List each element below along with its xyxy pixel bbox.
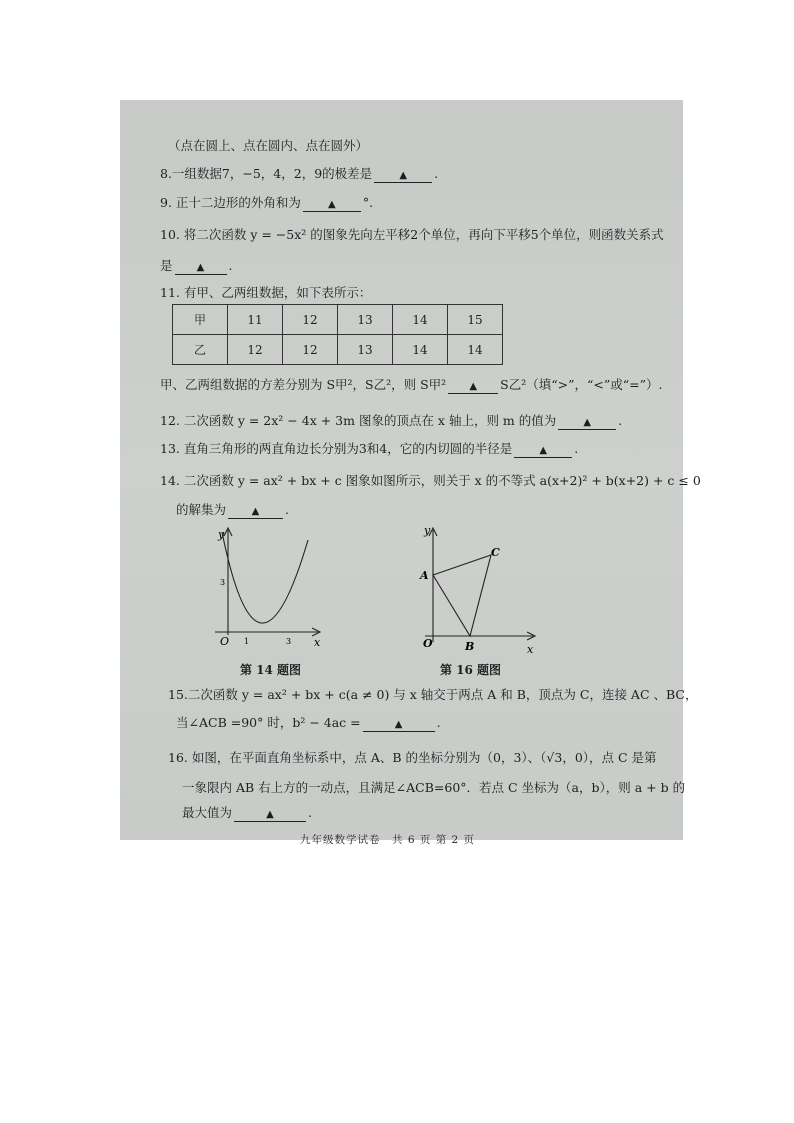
- question-9: 9. 正十二边形的外角和为 ▲ °.: [160, 195, 374, 210]
- table-row: [173, 305, 503, 335]
- x-axis-label: x: [527, 643, 534, 656]
- cell: 11: [228, 305, 283, 335]
- answer-blank: ▲: [374, 167, 432, 183]
- answer-blank: ▲: [363, 716, 435, 732]
- question-16: 16. 如图，在平面直角坐标系中，点 A、B 的坐标分别为（0，3）、（√3，0），点 C 是第: [168, 750, 657, 765]
- question-16-line3: 最大值为 ▲ .: [182, 805, 312, 820]
- cell: 14: [448, 335, 503, 365]
- cell: 12: [283, 305, 338, 335]
- cell: 15: [448, 305, 503, 335]
- cell: 13: [338, 305, 393, 335]
- cell: 14: [393, 305, 448, 335]
- point-b-label: B: [465, 640, 475, 653]
- question-8: 8.一组数据7，−5，4，2，9的极差是 ▲ .: [160, 166, 439, 181]
- question-15-line2: 当∠ACB =90° 时，b² − 4ac = ▲ .: [176, 715, 441, 730]
- point-a-label: A: [420, 569, 429, 582]
- cell: 甲: [173, 305, 228, 335]
- cell: 12: [283, 335, 338, 365]
- figure-16-triangle: [415, 520, 545, 660]
- origin-label: O: [220, 635, 230, 648]
- cell: 13: [338, 335, 393, 365]
- tick-label: 3: [286, 637, 292, 646]
- cell: 12: [228, 335, 283, 365]
- tick-label: 3: [220, 578, 226, 587]
- answer-blank: ▲: [175, 259, 227, 275]
- tick-label: 1: [244, 637, 250, 646]
- y-axis-label: y: [218, 528, 225, 541]
- q7-note: （点在圆上、点在圆内、点在圆外）: [168, 138, 369, 153]
- question-14-line2: 的解集为 ▲ .: [176, 502, 289, 517]
- question-10: 10. 将二次函数 y = −5x² 的图象先向左平移2个单位，再向下平移5个单位，则函数关系式: [160, 227, 664, 242]
- point-c-label: C: [491, 546, 500, 559]
- origin-label: O: [423, 637, 433, 650]
- x-axis-label: x: [314, 636, 321, 649]
- cell: 乙: [173, 335, 228, 365]
- figure-14-caption: 第 14 题图: [240, 663, 302, 677]
- question-13: 13. 直角三角形的两直角边长分别为3和4，它的内切圆的半径是 ▲ .: [160, 441, 579, 456]
- question-14: 14. 二次函数 y = ax² + bx + c 图象如图所示，则关于 x 的不等式 a(x+2)² + b(x+2) + c ≤ 0: [160, 473, 701, 488]
- question-12: 12. 二次函数 y = 2x² − 4x + 3m 图象的顶点在 x 轴上，则 m 的值为 ▲ .: [160, 413, 623, 428]
- question-11: 11. 有甲、乙两组数据，如下表所示：: [160, 285, 372, 300]
- answer-blank: ▲: [234, 806, 306, 822]
- answer-blank: ▲: [558, 414, 616, 430]
- question-10-line2: 是 ▲ .: [160, 258, 233, 273]
- y-axis-label: y: [424, 524, 431, 537]
- figure-14-parabola: [200, 520, 330, 660]
- table-row: [173, 335, 503, 365]
- answer-blank: ▲: [448, 378, 498, 394]
- answer-blank: ▲: [514, 442, 572, 458]
- figure-16-caption: 第 16 题图: [440, 663, 502, 677]
- question-16-line2: 一象限内 AB 右上方的一动点，且满足∠ACB=60°．若点 C 坐标为（a，b），则 a + b 的: [182, 780, 686, 795]
- page-footer: 九年级数学试卷 共 6 页 第 2 页: [300, 834, 476, 846]
- data-table: [172, 304, 503, 365]
- answer-blank: ▲: [303, 196, 361, 212]
- question-15: 15.二次函数 y = ax² + bx + c(a ≠ 0) 与 x 轴交于两点 A 和 B，顶点为 C，连接 AC 、BC，: [168, 687, 698, 702]
- answer-blank: ▲: [228, 503, 283, 519]
- question-11-variance: 甲、乙两组数据的方差分别为 S甲²，S乙²，则 S甲² ▲ S乙²（填“>”，“<”或“=”）.: [160, 377, 663, 392]
- cell: 14: [393, 335, 448, 365]
